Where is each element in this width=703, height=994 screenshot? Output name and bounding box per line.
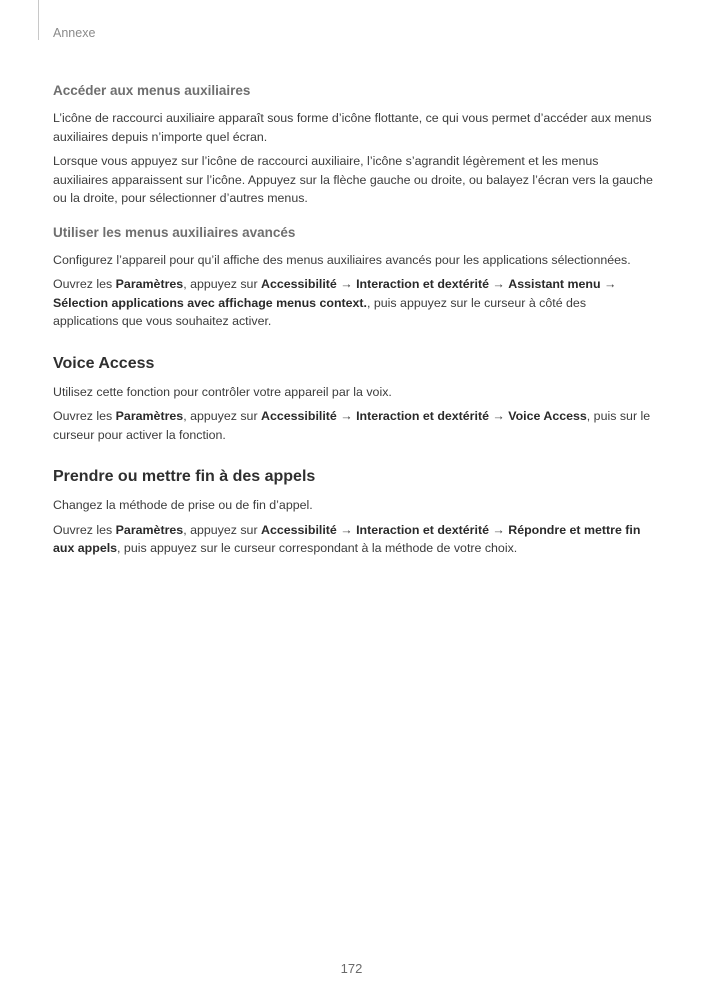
paragraph: Changez la méthode de prise ou de fin d’appel. [53, 498, 313, 512]
section-heading: Prendre ou mettre fin à des appels [53, 468, 316, 485]
menu-path-voice-access: Voice Access [508, 409, 587, 423]
section-auxiliary-menus [53, 82, 653, 208]
section-advanced-auxiliary-menus [53, 224, 653, 331]
menu-path-accessibility: Accessibilité [261, 522, 337, 537]
menu-path-settings: Paramètres [115, 522, 184, 537]
menu-path-accessibility: Accessibilité [261, 409, 337, 423]
margin-rule [38, 0, 39, 40]
menu-path-interaction: Interaction et dextérité [356, 277, 489, 291]
menu-path-answer-end-calls: Répondre et mettre fin aux appels [53, 522, 641, 555]
instruction-paragraph: Ouvrez les Paramètres, appuyez sur Accessibilité → Interaction et dextérité → Répondre et mettre fin aux appels, puis appuyez sur le curseur correspondant à la méthode de votre choix. [53, 522, 641, 555]
menu-path-app-selection: Sélection applications avec affichage menus context. [53, 295, 367, 310]
section-heading: Utiliser les menus auxiliaires avancés [53, 224, 296, 240]
menu-path-interaction: Interaction et dextérité [356, 522, 489, 537]
instruction-paragraph: Ouvrez les Paramètres, appuyez sur Accessibilité → Interaction et dextérité → Assistant menu → Sélection applications avec affichage menus context., puis appuyez sur le curseur à côté des applications que vous souhaitez activer. [53, 277, 617, 328]
instruction-paragraph: Ouvrez les Paramètres, appuyez sur Accessibilité → Interaction et dextérité → Voice Access, puis sur le curseur pour activer la fonction. [53, 409, 651, 442]
paragraph: Configurez l’appareil pour qu’il affiche des menus auxiliaires avancés pour les applications sélectionnées. [53, 252, 631, 267]
page-content [53, 82, 653, 564]
paragraph: Utilisez cette fonction pour contrôler votre appareil par la voix. [53, 384, 392, 399]
page-number: 172 [340, 961, 363, 976]
menu-path-accessibility: Accessibilité [261, 277, 337, 291]
menu-path-interaction: Interaction et dextérité [356, 409, 489, 423]
menu-path-settings: Paramètres [115, 277, 184, 291]
section-voice-access [53, 353, 653, 445]
paragraph: L’icône de raccourci auxiliaire apparaît sous forme d’icône flottante, ce qui vous permet d’accéder aux menus auxiliaires depuis n’importe quel écran. [53, 111, 652, 144]
running-header: Annexe [53, 26, 96, 40]
section-heading: Accéder aux menus auxiliaires [53, 83, 251, 98]
section-calls [53, 466, 653, 558]
menu-path-settings: Paramètres [115, 409, 184, 423]
menu-path-assistant-menu: Assistant menu [508, 277, 601, 291]
paragraph: Lorsque vous appuyez sur l’icône de raccourci auxiliaire, l’icône s’agrandit légèrement et les menus auxiliaires apparaissent sur l’icône. Appuyez sur la flèche gauche ou droite, ou balayez l’écran vers la gauche ou la droite, pour sélectionner d’autres menus. [53, 154, 653, 205]
section-heading: Voice Access [53, 354, 155, 372]
